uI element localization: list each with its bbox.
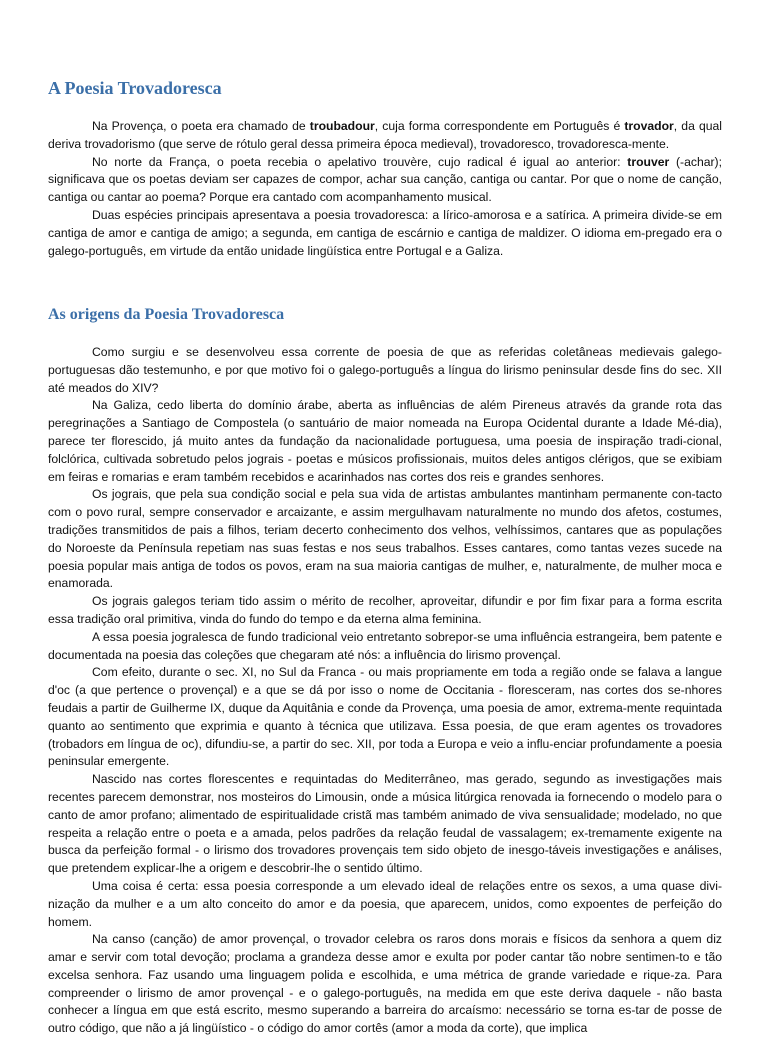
paragraph: No norte da França, o poeta recebia o apelativo trouvère, cujo radical é igual ao anterior: trouver (-achar); significava que os poetas deviam ser capazes de compor, achar sua canção, cantiga ou cantar. Por que o nome de canção, cantiga ou cantar ao poema? Porque era cantado com acompanhamento musical. xyxy=(48,154,723,205)
paragraph: Como surgiu e se desenvolveu essa corrente de poesia de que as referidas coletâneas medievais galego-portuguesas dão testemunho, e por que motivo foi o galego-português a língua do lirismo peninsular desde fins do sec. XII até meados do XIV? xyxy=(48,345,722,395)
paragraph: A essa poesia jogralesca de fundo tradicional veio entretanto sobrepor-se uma influência estrangeira, bem patente e documentada na poesia das coleções que chegaram até nós: a influência do lirismo provençal. xyxy=(48,629,722,662)
section-title-origens: As origens da Poesia Trovadoresca xyxy=(48,306,285,323)
paragraph: Os jograis galegos teriam tido assim o mérito de recolher, aproveitar, difundir e por fim fixar para a forma escrita essa tradição oral primitiva, vinda do fundo do tempo e da eterna alma feminina. xyxy=(48,594,722,626)
paragraph: Na Galiza, cedo liberta do domínio árabe, aberta as influências de além Pireneus através da grande rota das peregrinações a Santiago de Compostela (o santuário de maior nomeada na Europa Ocidental durante a Idade Mé-dia), parece ter florescido, já muito antes da fundação da nacionalidade portuguesa, uma poesia de inspiração tradi-cional, folclórica, cultivada sobretudo pelos jograis - poetas e músicos profissionais, muitos deles antigos clérigos, que se exibiam em feiras e romarias e eram também recebidos e acarinhados nas cortes dos reis e grandes senhores. xyxy=(48,398,722,484)
paragraph: Com efeito, durante o sec. XI, no Sul da Franca - ou mais propriamente em toda a região onde se falava a langue d'oc (a que pertence o provençal) e a que se dá por isso o nome de Occitania - floresceram, nas cortes dos se-nhores feudais a partir de Guilherme IX, duque da Aquitânia e conde da Provença, uma poesia de amor, extrema-mente requintada quanto ao sentimento que exprimia e quanto à técnica que utilizava. Essa poesia, de que eram agentes os trovadores (trobadors em língua de oc), difundiu-se, a partir do sec. XII, por toda a Europa e veio a influ-enciar profundamente a poesia peninsular emergente. xyxy=(48,665,722,769)
section-body-poesia-trovadoresca xyxy=(48,118,722,260)
section-body-origens xyxy=(48,344,722,1038)
paragraph: Os jograis, que pela sua condição social e pela sua vida de artistas ambulantes mantinham permanente con-tacto com o povo rural, sempre conservador e arcaizante, e assim mergulhavam naturalmente no mundo dos afetos, costumes, tradições transmitidos de pais a filhos, teriam decerto conhecimento dos velhos, velhíssimos, cantares que as populações do Noroeste da Península repetiam nas suas festas e nos seus trabalhos. Esses cantares, como tantas vezes sucede na poesia popular mais antiga de todos os povos, eram na sua maioria cantigas de mulher, e, naturalmente, de mulher moca e enamorada. xyxy=(48,487,722,591)
paragraph: Uma coisa é certa: essa poesia corresponde a um elevado ideal de relações entre os sexos, a uma quase divi-nização da mulher e a um alto conceito do amor e da poesia, que aparecem, unidos, como expoentes de perfeição do homem. xyxy=(48,878,722,929)
paragraph: Nascido nas cortes florescentes e requintadas do Mediterrâneo, mas gerado, segundo as investigações mais recentes parecem demonstrar, nos mosteiros do Limousin, onde a música litúrgica renovada ia fornecendo o modelo para o canto de amor profano; alimentado de espiritualidade cristã mas também animado de viva sensualidade; modelado, no que respeita a relação entre o poeta e a amada, pelos padrões da relação feudal de vassalagem; ex-tremamente exigente na busca da perfeição formal - o lirismo dos trovadores provençais tem sido objeto de inesgo-táveis investigações e análises, que pretendem explicar-lhe a origem e descobrir-lhe o sentido último. xyxy=(48,772,722,876)
bold-term: trovador xyxy=(624,119,674,133)
bold-term: troubadour xyxy=(309,119,375,133)
paragraph: Na canso (canção) de amor provençal, o trovador celebra os raros dons morais e físicos da senhora a quem diz amar e servir com total devoção; proclama a grandeza desse amor e exulta por poder cantar tão nobre sentimen-to e tão excelsa senhora. Faz usando uma linguagem polida e escolhida, e uma métrica de grande variedade e rique-za. Para compreender o lirismo de amor provençal - e o galego-português, na medida em que este deriva daquele - não basta conhecer a língua em que está escrito, mesmo superando a barreira do arcaísmo: necessário se torna es-tar de posse de outro código, que não a já lingüístico - o código do amor cortês (amor a moda da corte), que implica xyxy=(48,932,722,1036)
paragraph: Duas espécies principais apresentava a poesia trovadoresca: a lírico-amorosa e a satírica. A primeira divide-se em cantiga de amor e cantiga de amigo; a segunda, em cantiga de escárnio e cantiga de maldizer. O idioma em-pregado era o galego-português, em virtude da então unidade lingüística entre Portugal e a Galiza. xyxy=(48,207,722,258)
bold-term: trouver xyxy=(627,154,670,169)
section-title-poesia-trovadoresca: A Poesia Trovadoresca xyxy=(48,78,222,98)
paragraph: Na Provença, o poeta era chamado de troubadour, cuja forma correspondente em Português é trovador, da qual deriva trovadorismo (que serve de rótulo geral dessa primeira época medieval), trovadoresco, trovadoresca-mente. xyxy=(48,119,722,151)
